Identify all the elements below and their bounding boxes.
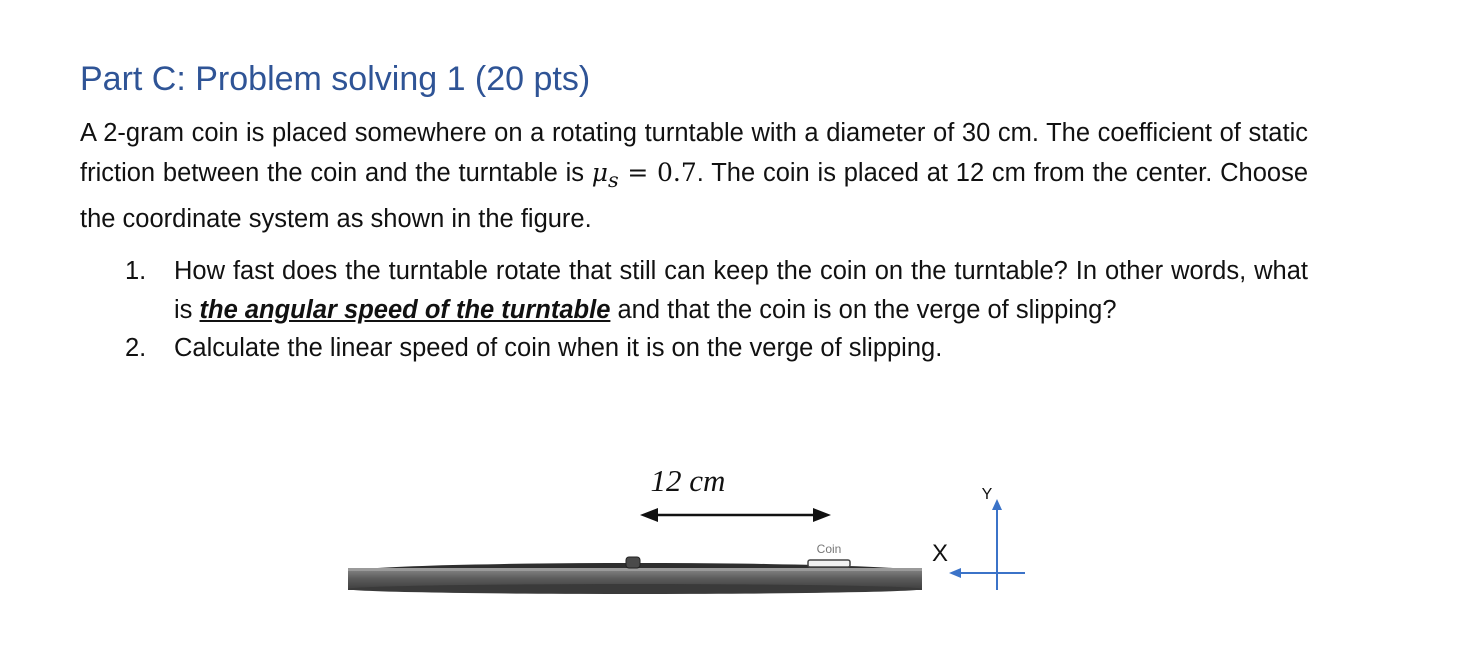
mu-subscript: s — [608, 168, 619, 192]
problem-text-start: A 2-gram coin is placed somewhere on a rotating turntable with a diameter of 30 cm. The coefficient of static friction between the coin and the turntable is — [80, 119, 1308, 187]
coin-label: Coin — [816, 542, 842, 556]
question-text: Calculate the linear speed of coin when it is on the verge of slipping. — [174, 334, 943, 362]
problem-statement — [80, 114, 1308, 239]
coin — [808, 542, 850, 567]
distance-arrow — [640, 508, 831, 522]
page-heading: Part C: Problem solving 1 (20 pts) — [80, 60, 591, 98]
y-axis-label: Y — [981, 486, 993, 503]
turntable-figure — [340, 455, 1040, 615]
question-text-end: and that the coin is on the verge of slipping? — [617, 295, 1117, 324]
question-item — [125, 329, 1308, 368]
problem-text-end: . The coin is placed at 12 cm from the center. Choose the coordinate system as shown in the figure. — [80, 159, 1309, 233]
question-emphasis: the angular speed of the turntable — [199, 295, 611, 324]
mu-value: = 0.7 — [627, 158, 697, 187]
coordinate-axes — [949, 499, 1025, 590]
question-list — [125, 252, 1308, 368]
friction-coefficient — [591, 158, 697, 192]
distance-label: 12 cm — [650, 463, 726, 498]
x-axis-label: X — [931, 540, 949, 567]
question-number: 1. — [125, 257, 147, 285]
question-number: 2. — [125, 334, 147, 362]
center-spindle — [626, 557, 640, 568]
question-item — [125, 252, 1308, 329]
question-text: How fast does the turntable rotate that still can keep the coin on the turntable? In other words, what is — [174, 257, 1308, 324]
mu-symbol: μ — [591, 158, 609, 187]
